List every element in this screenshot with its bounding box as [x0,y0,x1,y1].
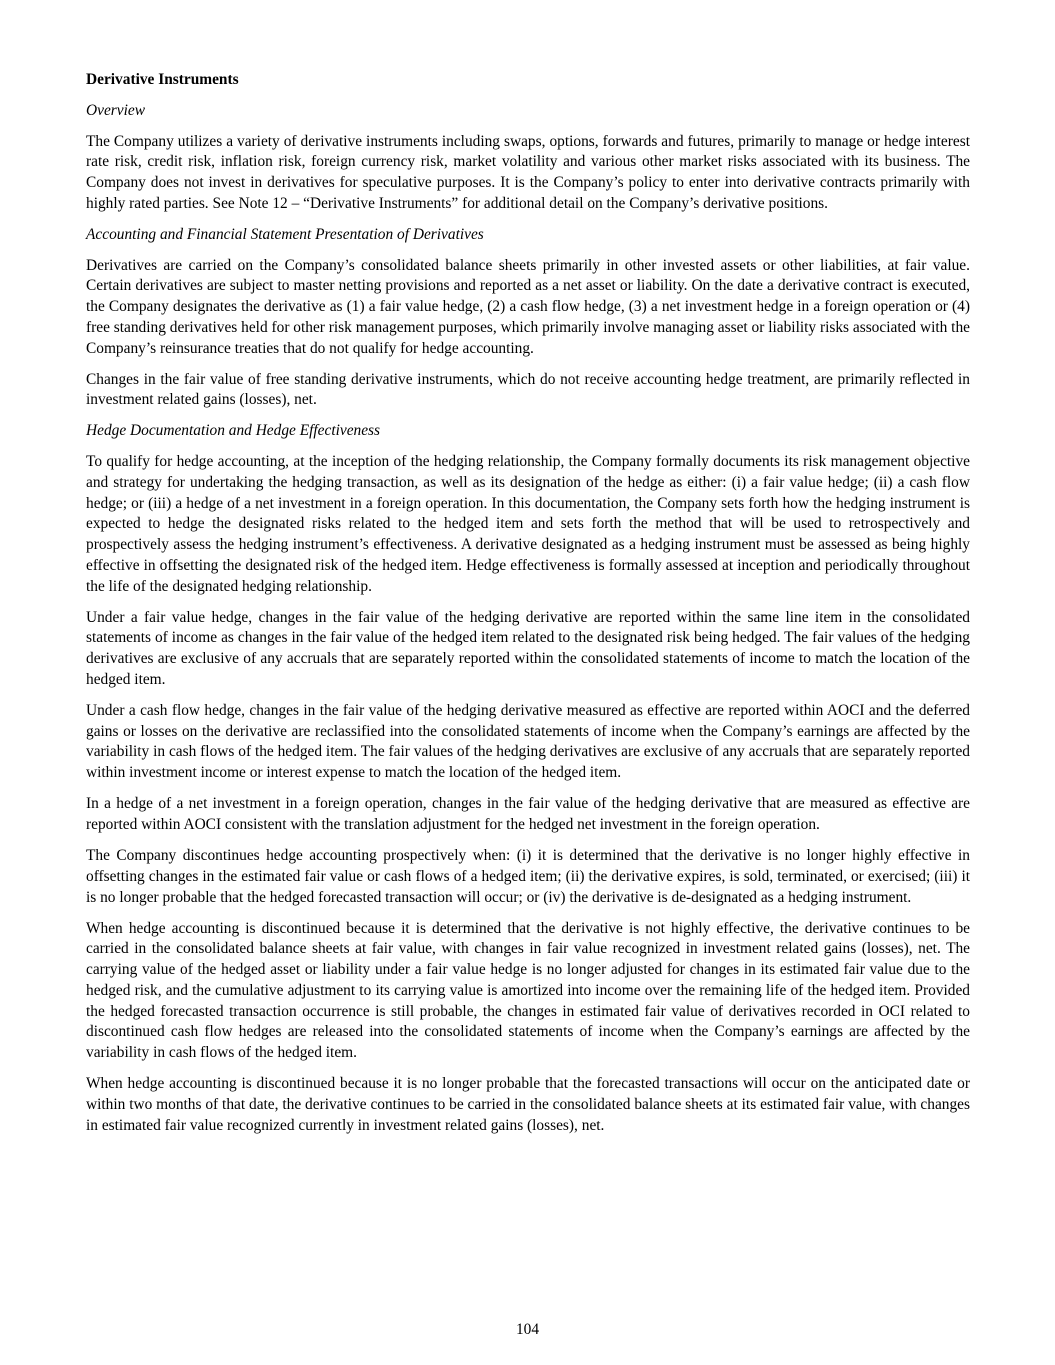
subheading-accounting-presentation: Accounting and Financial Statement Presentation of Derivatives [86,225,484,243]
paragraph: Under a fair value hedge, changes in the fair value of the hedging derivative are reported within the same line item in the consolidated statements of income as changes in the fair value of the hedged item related to the designated risk being hedged. The fair values of the hedging derivatives are exclusive of any accruals that are separately reported within the consolidated statements of income to match the location of the hedged item. [86,608,970,688]
paragraph: When hedge accounting is discontinued because it is no longer probable that the forecasted transactions will occur on the anticipated date or within two months of that date, the derivative continues to be carried in the consolidated balance sheets at its estimated fair value, with changes in estimated fair value recognized currently in investment related gains (losses), net. [86,1075,970,1134]
subheading-overview: Overview [86,101,145,119]
paragraph: The Company utilizes a variety of derivative instruments including swaps, options, forwards and futures, primarily to manage or hedge interest rate risk, credit risk, inflation risk, foreign currency risk, market volatility and various other market risks associated with its business. The Company does not invest in derivatives for speculative purposes. It is the Company’s policy to enter into derivative contracts primarily with highly rated parties. See Note 12 – “Derivative Instruments” for additional detail on the Company’s derivative positions. [86,132,970,212]
paragraph: Changes in the fair value of free standing derivative instruments, which do not receive accounting hedge treatment, are primarily reflected in investment related gains (losses), net. [86,370,970,409]
paragraph: Under a cash flow hedge, changes in the fair value of the hedging derivative measured as effective are reported within AOCI and the deferred gains or losses on the derivative are reclassified into the consolidated statements of income when the Company’s earnings are affected by the variability in cash flows of the hedged item. The fair values of the hedging derivatives are exclusive of any accruals that are separately reported within investment income or interest expense to match the location of the hedged item. [86,701,970,782]
paragraph: The Company discontinues hedge accounting prospectively when: (i) it is determined that the derivative is no longer highly effective in offsetting changes in the estimated fair value or cash flows of a hedged item; (ii) the derivative expires, is sold, terminated, or exercised; (iii) it is no longer probable that the hedged forecasted transaction will occur; or (iv) the derivative is de-designated as a hedging instrument. [86,847,970,906]
paragraph: In a hedge of a net investment in a foreign operation, changes in the fair value of the hedging derivative that are measured as effective are reported within AOCI consistent with the translation adjustment for the hedged net investment in the foreign operation. [86,795,970,834]
paragraph: Derivatives are carried on the Company’s consolidated balance sheets primarily in other invested assets or other liabilities, at fair value. Certain derivatives are subject to master netting provisions and reported as a net asset or liability. On the date a derivative contract is executed, the Company designates the derivative as (1) a fair value hedge, (2) a cash flow hedge, (3) a net investment hedge in a foreign operation or (4) free standing derivatives held for other risk management purposes, which primarily involve managing asset or liability risks associated with the Company’s reinsurance treaties that do not qualify for hedge accounting. [86,256,970,357]
document-page [86,70,970,1147]
paragraph: To qualify for hedge accounting, at the inception of the hedging relationship, the Company formally documents its risk management objective and strategy for undertaking the hedging transaction, as well as its designation of the hedge as either: (i) a fair value hedge; (ii) a cash flow hedge; or (iii) a hedge of a net investment in a foreign operation. In this documentation, the Company sets forth how the hedging instrument is expected to hedge the designated risks related to the hedged item and sets forth the method that will be used to retrospectively and prospectively assess the hedging instrument’s effectiveness. A derivative designated as a hedging instrument must be assessed as being highly effective in offsetting the designated risk of the hedged item. Hedge effectiveness is formally assessed at inception and periodically throughout the life of the designated hedging relationship. [86,453,970,595]
paragraph: When hedge accounting is discontinued because it is determined that the derivative is not highly effective, the derivative continues to be carried in the consolidated balance sheets at fair value, with changes in fair value recognized in investment related gains (losses), net. The carrying value of the hedged asset or liability under a fair value hedge is no longer adjusted for changes in its estimated fair value due to the hedged risk, and the cumulative adjustment to its carrying value is amortized into income over the remaining life of the hedged item. Provided the hedged forecasted transaction occurrence is still probable, the changes in estimated fair value of derivatives recorded in OCI related to discontinued cash flow hedges are released into the consolidated statements of income when the Company’s earnings are affected by the variability in cash flows of the hedged item. [86,919,970,1062]
subheading-hedge-documentation: Hedge Documentation and Hedge Effectiveness [86,422,381,440]
section-title: Derivative Instruments [86,71,239,88]
page-number: 104 [515,1321,540,1338]
